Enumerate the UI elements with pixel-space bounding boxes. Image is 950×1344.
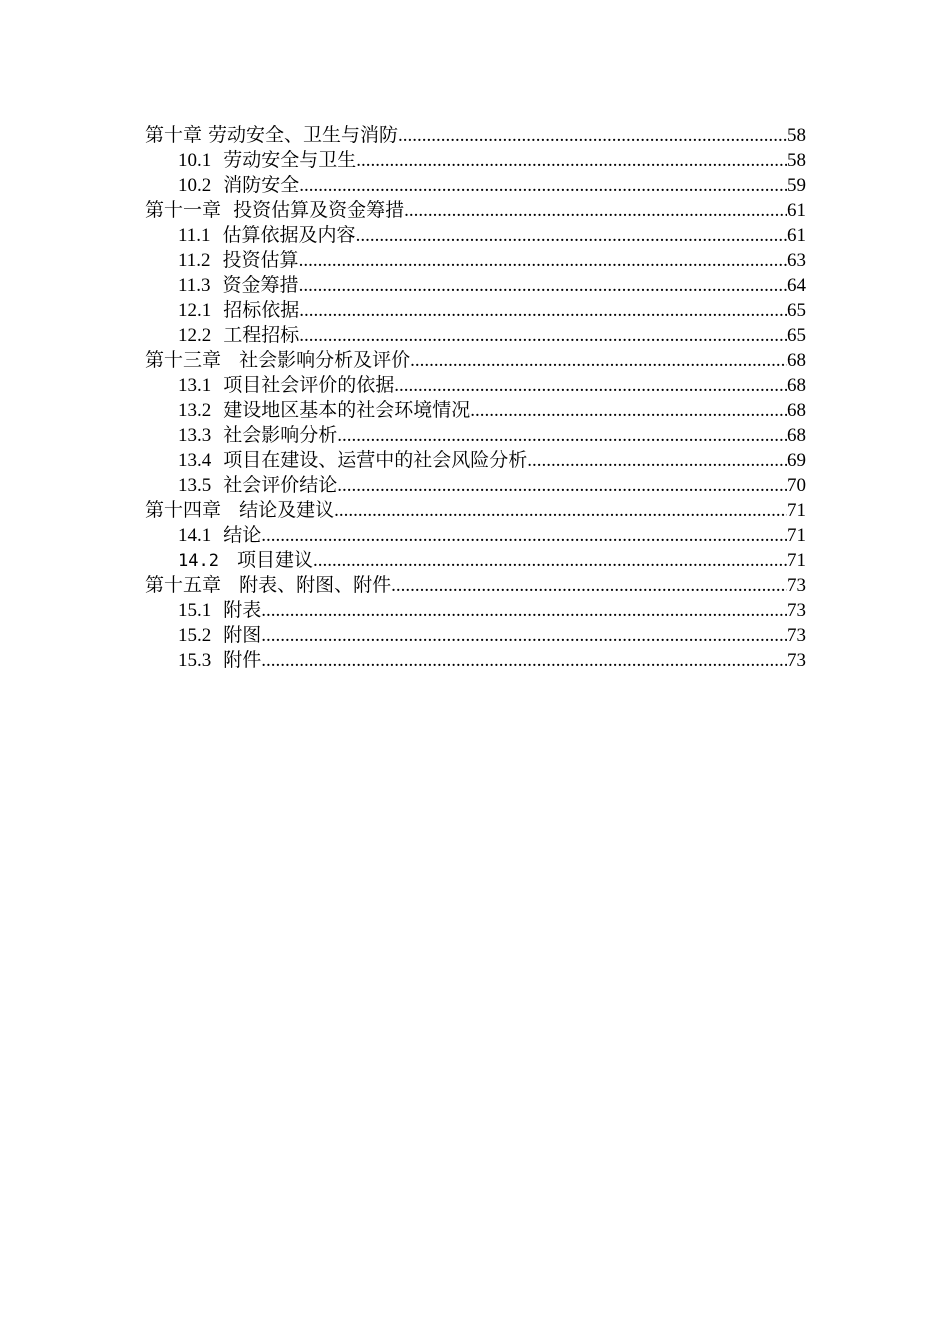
toc-page-number: 71 xyxy=(787,500,806,521)
toc-leader-dots xyxy=(398,123,787,148)
toc-entry-title: 第十一章 投资估算及资金筹措 xyxy=(145,199,405,221)
toc-section-11-1[interactable] xyxy=(145,223,806,248)
toc-entry-title: 估算依据及内容 xyxy=(222,224,356,246)
toc-page-number: 65 xyxy=(787,300,806,321)
toc-section-number: 10.1 xyxy=(178,150,212,171)
toc-leader-dots xyxy=(404,198,787,223)
toc-entry-title: 结论 xyxy=(223,524,262,546)
toc-page-number: 61 xyxy=(787,200,806,221)
toc-section-number: 11.3 xyxy=(178,275,211,296)
toc-section-number: 15.1 xyxy=(178,600,212,621)
toc-section-14-1[interactable] xyxy=(145,523,806,548)
toc-entry-title: 资金筹措 xyxy=(222,274,299,296)
toc-section-13-2[interactable] xyxy=(145,398,806,423)
toc-leader-dots xyxy=(299,173,787,198)
toc-section-11-2[interactable] xyxy=(145,248,806,273)
toc-page-number: 71 xyxy=(787,525,806,546)
toc-leader-dots xyxy=(261,598,787,623)
toc-entry-title: 劳动安全与卫生 xyxy=(223,149,357,171)
toc-chapter-14[interactable] xyxy=(145,498,806,523)
toc-section-15-2[interactable] xyxy=(145,623,806,648)
toc-section-10-2[interactable] xyxy=(145,173,806,198)
toc-section-10-1[interactable] xyxy=(145,148,806,173)
toc-leader-dots xyxy=(261,648,787,673)
toc-section-number: 13.4 xyxy=(178,450,212,471)
toc-entry-title: 项目在建设、运营中的社会风险分析 xyxy=(223,449,528,471)
toc-chapter-15[interactable] xyxy=(145,573,806,598)
toc-page-number: 59 xyxy=(787,175,806,196)
toc-chapter-10[interactable] xyxy=(145,123,806,148)
toc-leader-dots xyxy=(394,373,787,398)
toc-section-number: 15.3 xyxy=(178,650,212,671)
toc-section-number: 13.5 xyxy=(178,475,212,496)
toc-section-13-3[interactable] xyxy=(145,423,806,448)
toc-page-number: 71 xyxy=(787,550,806,571)
toc-leader-dots xyxy=(356,223,787,248)
toc-entry-title: 附件 xyxy=(223,649,262,671)
toc-page-number: 68 xyxy=(787,400,806,421)
toc-page-number: 68 xyxy=(787,425,806,446)
toc-section-12-1[interactable] xyxy=(145,298,806,323)
toc-section-number: 11.2 xyxy=(178,250,211,271)
toc-section-12-2[interactable] xyxy=(145,323,806,348)
toc-leader-dots xyxy=(299,298,787,323)
toc-entry-title: 第十三章 社会影响分析及评价 xyxy=(145,349,411,371)
toc-page-number: 73 xyxy=(787,575,806,596)
toc-section-number: 12.2 xyxy=(178,325,212,346)
toc-leader-dots xyxy=(313,548,787,573)
toc-section-number: 13.3 xyxy=(178,425,212,446)
toc-page-number: 68 xyxy=(787,350,806,371)
toc-section-13-5[interactable] xyxy=(145,473,806,498)
toc-page-number: 68 xyxy=(787,375,806,396)
toc-chapter-11[interactable] xyxy=(145,198,806,223)
toc-leader-dots xyxy=(299,323,787,348)
toc-section-15-3[interactable] xyxy=(145,648,806,673)
toc-section-number: 12.1 xyxy=(178,300,212,321)
toc-section-number: 13.1 xyxy=(178,375,212,396)
toc-leader-dots xyxy=(527,448,787,473)
toc-section-number: 13.2 xyxy=(178,400,212,421)
toc-entry-title: 附表 xyxy=(223,599,262,621)
toc-section-number: 14.1 xyxy=(178,525,212,546)
toc-section-number: 15.2 xyxy=(178,625,212,646)
toc-entry-title: 投资估算 xyxy=(222,249,299,271)
toc-entry-title: 社会评价结论 xyxy=(223,474,338,496)
toc-leader-dots xyxy=(337,423,787,448)
toc-page-number: 58 xyxy=(787,150,806,171)
toc-page-number: 69 xyxy=(787,450,806,471)
toc-entry-title: 工程招标 xyxy=(223,324,300,346)
toc-leader-dots xyxy=(410,348,787,373)
toc-section-13-1[interactable] xyxy=(145,373,806,398)
toc-section-14-2[interactable] xyxy=(145,548,806,573)
toc-leader-dots xyxy=(334,498,787,523)
toc-entry-title: 第十四章 结论及建议 xyxy=(145,499,335,521)
toc-entry-title: 第十五章 附表、附图、附件 xyxy=(145,574,392,596)
toc-leader-dots xyxy=(356,148,787,173)
toc-page-number: 65 xyxy=(787,325,806,346)
toc-leader-dots xyxy=(299,248,787,273)
toc-section-number: 11.1 xyxy=(178,225,211,246)
toc-chapter-13[interactable] xyxy=(145,348,806,373)
toc-entry-title: 消防安全 xyxy=(223,174,300,196)
toc-section-number: 14.2 xyxy=(178,551,219,571)
toc-leader-dots xyxy=(470,398,787,423)
toc-leader-dots xyxy=(261,523,787,548)
toc-page-number: 73 xyxy=(787,650,806,671)
toc-section-number: 10.2 xyxy=(178,175,212,196)
toc-page-number: 61 xyxy=(787,225,806,246)
toc-entry-title: 社会影响分析 xyxy=(223,424,338,446)
toc-page-number: 70 xyxy=(787,475,806,496)
toc-page-number: 73 xyxy=(787,625,806,646)
toc-section-13-4[interactable] xyxy=(145,448,806,473)
toc-section-11-3[interactable] xyxy=(145,273,806,298)
toc-entry-title: 招标依据 xyxy=(223,299,300,321)
toc-entry-title: 建设地区基本的社会环境情况 xyxy=(223,399,471,421)
toc-leader-dots xyxy=(299,273,787,298)
toc-section-15-1[interactable] xyxy=(145,598,806,623)
toc-page-number: 58 xyxy=(787,125,806,146)
toc-leader-dots xyxy=(337,473,787,498)
toc-page-number: 73 xyxy=(787,600,806,621)
toc-page-number: 63 xyxy=(787,250,806,271)
toc-leader-dots xyxy=(261,623,787,648)
toc-entry-title: 项目建议 xyxy=(230,549,313,571)
toc-entry-title: 第十章 劳动安全、卫生与消防 xyxy=(145,124,399,146)
toc-entry-title: 项目社会评价的依据 xyxy=(223,374,395,396)
toc-page-number: 64 xyxy=(787,275,806,296)
toc-entry-title: 附图 xyxy=(223,624,262,646)
table-of-contents xyxy=(145,123,806,673)
toc-leader-dots xyxy=(391,573,787,598)
